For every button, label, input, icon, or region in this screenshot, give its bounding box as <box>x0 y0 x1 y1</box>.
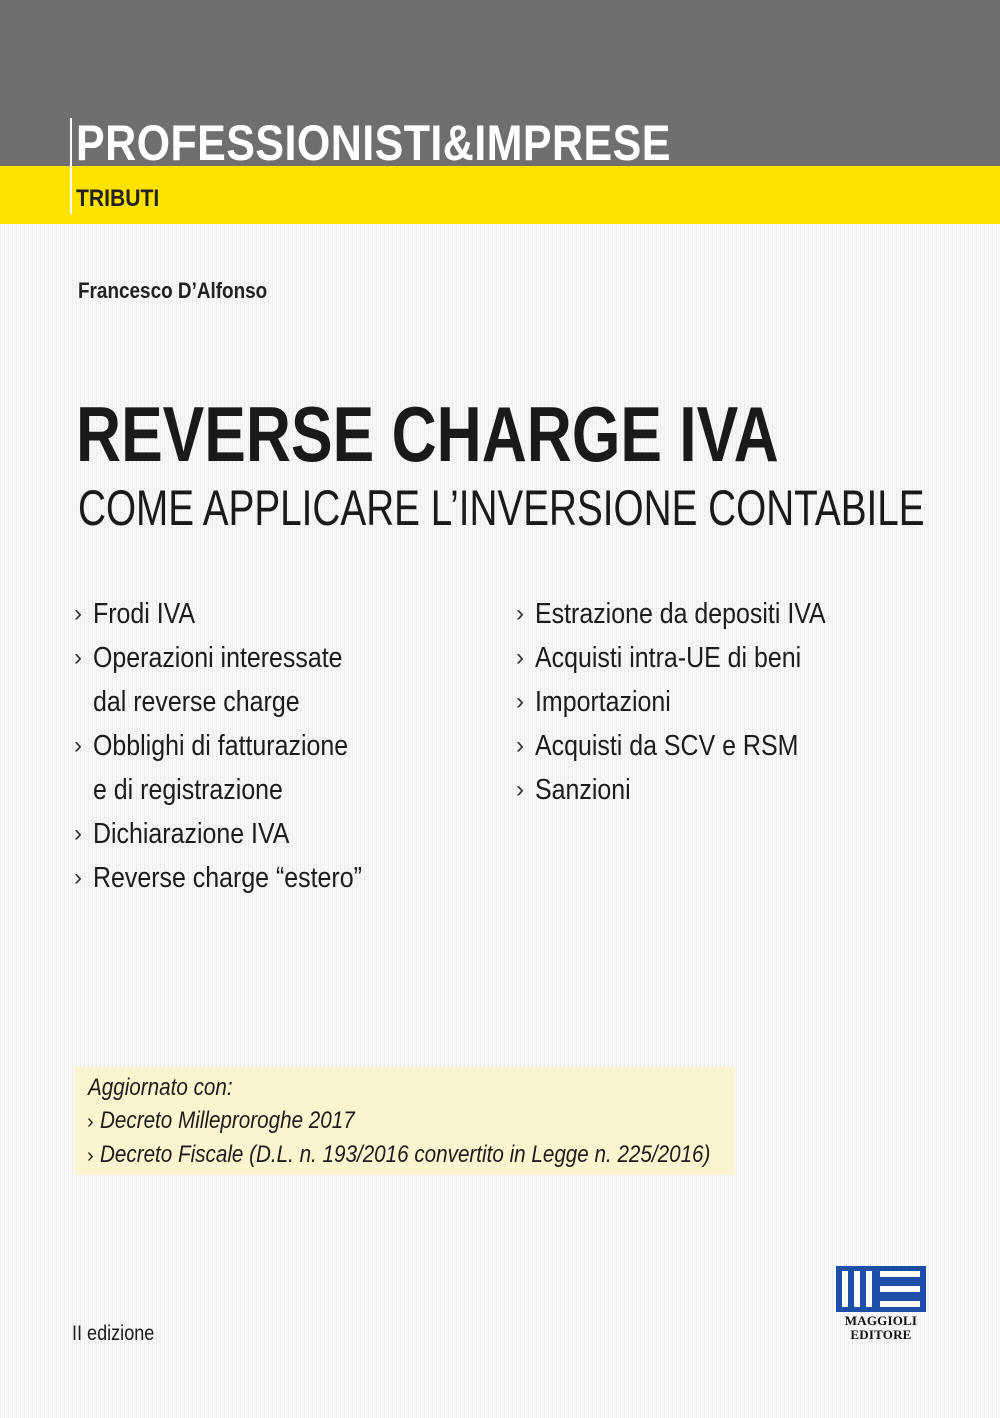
topic-item <box>74 592 493 636</box>
update-item-text: Decreto Fiscale (D.L. n. 193/2016 convertito in Legge n. 225/2016) <box>99 1141 711 1168</box>
topic-item <box>516 592 935 636</box>
topic-item <box>516 680 935 724</box>
topic-text: Operazioni interessate <box>93 642 343 674</box>
topic-text-continued: dal reverse charge <box>93 686 300 718</box>
chevron-right-icon: › <box>516 776 524 803</box>
book-title: REVERSE CHARGE IVA <box>76 390 779 478</box>
update-item <box>87 1105 396 1138</box>
chevron-right-icon: › <box>74 600 82 627</box>
topic-item <box>516 768 935 812</box>
chevron-right-icon: › <box>516 688 524 715</box>
author-name: Francesco D’Alfonso <box>78 278 268 303</box>
series-title: PROFESSIONISTI&IMPRESE <box>76 115 671 171</box>
update-item <box>87 1139 809 1172</box>
topic-list-left <box>74 592 493 900</box>
edition-label: II edizione <box>72 1322 155 1345</box>
topic-text: Acquisti intra-UE di beni <box>535 642 802 674</box>
series-category: TRIBUTI <box>76 185 160 212</box>
update-heading: Aggiornato con: <box>88 1074 233 1101</box>
topic-text: Dichiarazione IVA <box>93 818 290 850</box>
publisher-name-line2: EDITORE <box>850 1327 912 1342</box>
topic-text: Importazioni <box>535 686 671 718</box>
publisher-name <box>834 1314 928 1342</box>
topic-item <box>516 724 935 768</box>
topic-text: Obblighi di fatturazione <box>93 730 349 762</box>
topic-item <box>74 856 493 900</box>
chevron-right-icon: › <box>516 600 524 627</box>
chevron-right-icon: › <box>74 732 82 759</box>
publisher-logo <box>834 1266 928 1348</box>
topic-text: Frodi IVA <box>93 598 196 630</box>
topic-item <box>74 812 493 856</box>
chevron-right-icon: › <box>516 644 524 671</box>
topic-text: Sanzioni <box>535 774 631 806</box>
topic-item <box>74 636 493 724</box>
series-divider-line <box>70 118 72 214</box>
topic-list-right <box>516 592 935 812</box>
maggioli-logo-icon <box>836 1266 926 1312</box>
chevron-right-icon: › <box>87 1145 94 1167</box>
chevron-right-icon: › <box>74 864 82 891</box>
topic-text-continued: e di registrazione <box>93 774 283 806</box>
book-subtitle: COME APPLICARE L’INVERSIONE CONTABILE <box>78 480 925 536</box>
chevron-right-icon: › <box>516 732 524 759</box>
topic-text: Estrazione da depositi IVA <box>535 598 826 630</box>
chevron-right-icon: › <box>87 1111 94 1133</box>
topic-item <box>74 724 493 812</box>
topic-text: Acquisti da SCV e RSM <box>535 730 799 762</box>
publisher-name-line1: MAGGIOLI <box>844 1313 918 1328</box>
update-notice <box>75 1067 735 1175</box>
topic-item <box>516 636 935 680</box>
chevron-right-icon: › <box>74 820 82 847</box>
topic-text: Reverse charge “estero” <box>93 862 362 894</box>
chevron-right-icon: › <box>74 644 82 671</box>
update-item-text: Decreto Milleproroghe 2017 <box>99 1107 355 1134</box>
